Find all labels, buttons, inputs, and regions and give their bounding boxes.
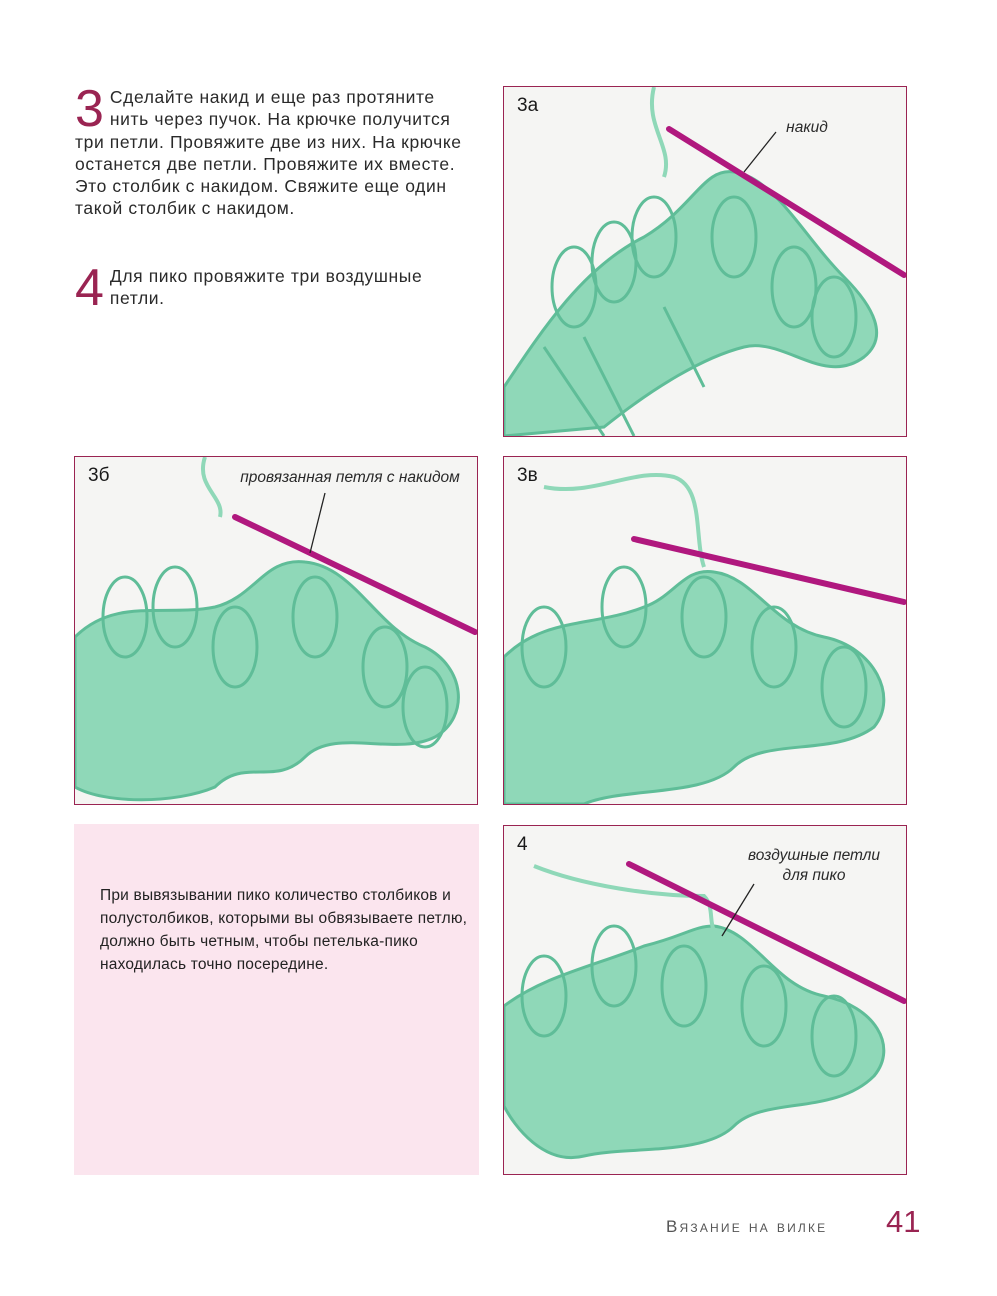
page-number: 41 xyxy=(886,1204,921,1239)
photo-4 xyxy=(503,825,907,1175)
annotation xyxy=(729,846,899,886)
photo-3a xyxy=(503,86,907,437)
crochet-photo-image xyxy=(504,87,906,436)
photo-label: 4 xyxy=(517,834,528,855)
step-4 xyxy=(75,259,475,317)
annotation: накид xyxy=(786,119,828,136)
step-text: Для пико провяжите три воздушные петли. xyxy=(109,266,423,309)
photo-label: 3б xyxy=(88,465,110,486)
crochet-photo-image xyxy=(504,457,906,804)
annotation-line: для пико xyxy=(782,867,846,884)
step-number: 3 xyxy=(75,80,104,138)
tip-box xyxy=(74,824,479,1175)
tip-text: При вывязывании пико количество столбиков и полустолбиков, которыми вы обвязываете петлю, должно быть четным, чтобы петелька-пико находилась точно посередине. xyxy=(100,887,468,973)
step-text: Сделайте накид и еще раз протяните нить через пучок. На крючке получится три петли. Провяжите две из них. На крючке останется две петли. Провяжите их вместе. Это столбик с накидом. Свяжите еще один такой столбик с накидом. xyxy=(75,87,462,219)
photo-3b xyxy=(74,456,478,805)
photo-label: 3в xyxy=(517,465,538,486)
photo-label: 3а xyxy=(517,95,539,116)
step-3 xyxy=(75,80,475,220)
footer-title: Вязание на вилке xyxy=(666,1217,828,1236)
crochet-photo-image xyxy=(75,457,477,804)
annotation-line: воздушные петли xyxy=(747,847,880,864)
step-number: 4 xyxy=(75,259,104,317)
photo-3v xyxy=(503,456,907,805)
annotation: провязанная петля с накидом xyxy=(240,469,460,486)
